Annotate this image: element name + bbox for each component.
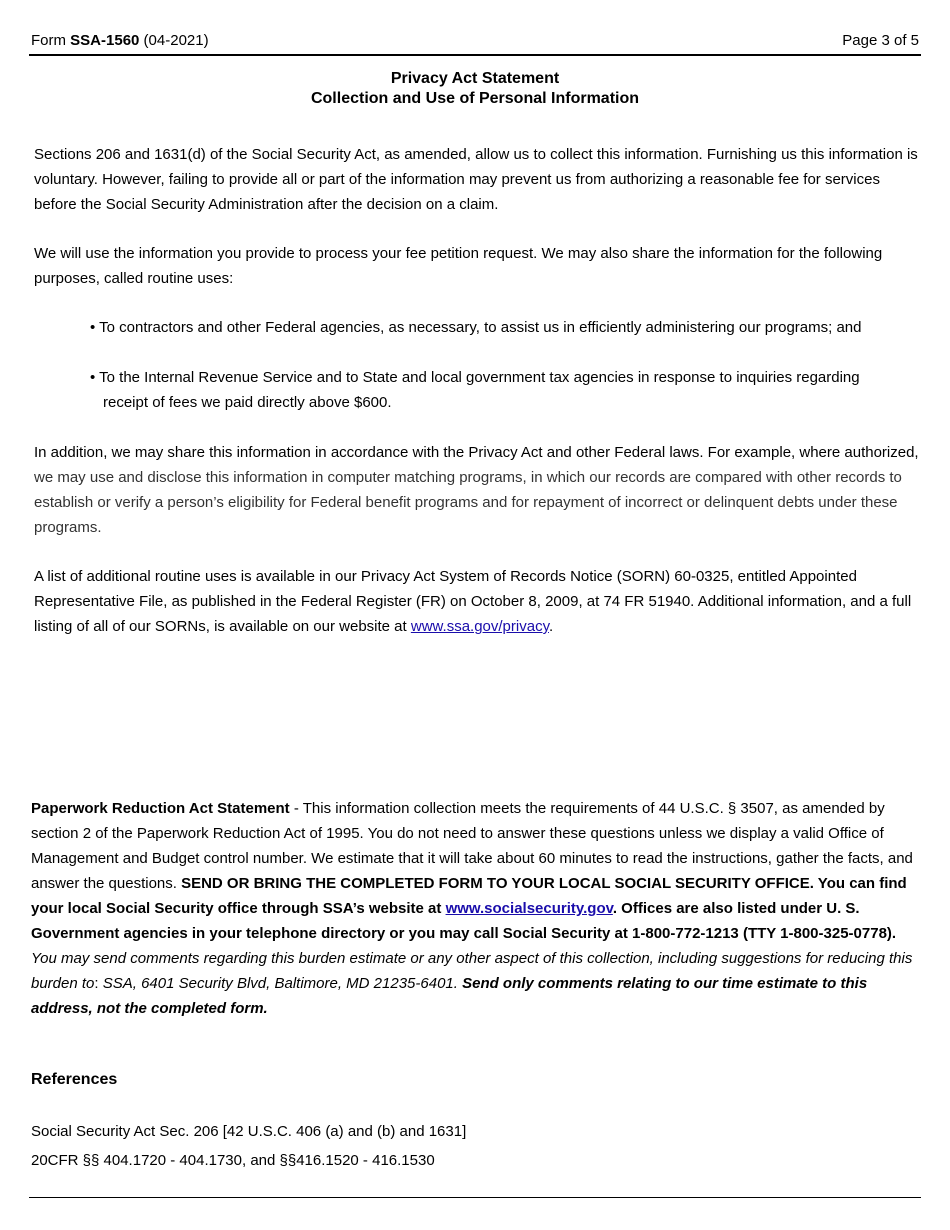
privacy-paragraph-1: Sections 206 and 1631(d) of the Social Security Act, as amended, allow us to collect this information. Furnishing us this information is voluntary. However, failing to provide all or part of the information may prevent us from authorizing a reasonable fee for services before the Social Security Administration after the decision on a claim.	[34, 146, 918, 213]
p4-end: .	[548, 618, 554, 635]
footer-divider	[29, 1197, 921, 1198]
paperwork-reduction-paragraph	[31, 796, 923, 1021]
pra-bold-1: SEND OR BRING THE COMPLETED FORM TO YOUR LOCAL SOCIAL SECURITY OFFICE. You can find your local Social Security office through SSA’s website at	[31, 875, 907, 917]
pra-heading: Paperwork Reduction Act Statement	[31, 800, 290, 817]
privacy-paragraph-4	[34, 564, 924, 639]
reference-line-2: 20CFR §§ 404.1720 - 404.1730, and §§416.1520 - 416.1530	[31, 1152, 435, 1169]
routine-use-bullet-1: • To contractors and other Federal agencies, as necessary, to assist us in efficiently administering our programs; and	[90, 319, 862, 336]
page-number: Page 3 of 5	[842, 32, 919, 49]
bullet-2-line-2: receipt of fees we paid directly above $600.	[103, 394, 392, 411]
pra-bold-2: . Offices are also listed under U. S. Government agencies in your telephone directory or you may call Social Security at 1-800-772-1213 (TTY 1-800-325-0778).	[31, 900, 897, 942]
pra-italic-1: You may send comments regarding this burden estimate or any other aspect of this collection, including suggestions for reducing this burden to	[31, 950, 913, 992]
socialsecurity-link[interactable]: www.socialsecurity.gov	[445, 900, 613, 917]
privacy-title: Privacy Act Statement	[390, 70, 560, 87]
pra-italic-2: SSA, 6401 Security Blvd, Baltimore, MD 21235-6401.	[102, 975, 463, 992]
bullet-2-line-1: • To the Internal Revenue Service and to State and local government tax agencies in response to inquiries regarding	[90, 369, 860, 386]
privacy-link[interactable]: www.ssa.gov/privacy	[410, 618, 549, 635]
references-heading: References	[31, 1071, 118, 1088]
reference-line-1: Social Security Act Sec. 206 [42 U.S.C. 406 (a) and (b) and 1631]	[31, 1123, 467, 1140]
pra-colon: :	[94, 975, 103, 992]
p3-part-a: In addition, we may share this information in accordance with the Privacy Act and other Federal laws. For example, where authorized,	[34, 444, 919, 461]
routine-use-bullet-2	[90, 365, 920, 415]
form-prefix: Form	[31, 32, 71, 49]
p4-text: A list of additional routine uses is available in our Privacy Act System of Records Notice (SORN) 60-0325, entitled Appointed Representative File, as published in the Federal Register (FR) on October 8, 2009, at 74 FR 51940. Additional information, and a full listing of all of our SORNs, is available on our website at	[34, 568, 912, 635]
page-header	[29, 28, 921, 56]
pra-bold-italic: Send only comments relating to our time estimate to this address, not the completed form.	[31, 975, 868, 1017]
form-identifier	[31, 28, 209, 54]
privacy-title-block	[0, 69, 950, 109]
form-date: (04-2021)	[139, 32, 209, 49]
p3-part-b: we may use and disclose this information in computer matching programs, in which our records are compared with other records to establish or verify a person’s eligibility for Federal benefit programs and for repayment of incorrect or delinquent debts under these programs.	[34, 469, 902, 536]
privacy-paragraph-3	[34, 440, 924, 540]
pra-text-1: - This information collection meets the requirements of 44 U.S.C. § 3507, as amended by section 2 of the Paperwork Reduction Act of 1995. You do not need to answer these questions unless we display a valid Office of Management and Budget control number. We estimate that it will take about 60 minutes to read the instructions, gather the facts, and answer the questions.	[31, 800, 913, 892]
privacy-paragraph-2: We will use the information you provide to process your fee petition request. We may also share the information for the following purposes, called routine uses:	[34, 245, 883, 287]
form-number: SSA-1560	[70, 32, 140, 49]
privacy-subtitle: Collection and Use of Personal Information	[310, 90, 640, 107]
